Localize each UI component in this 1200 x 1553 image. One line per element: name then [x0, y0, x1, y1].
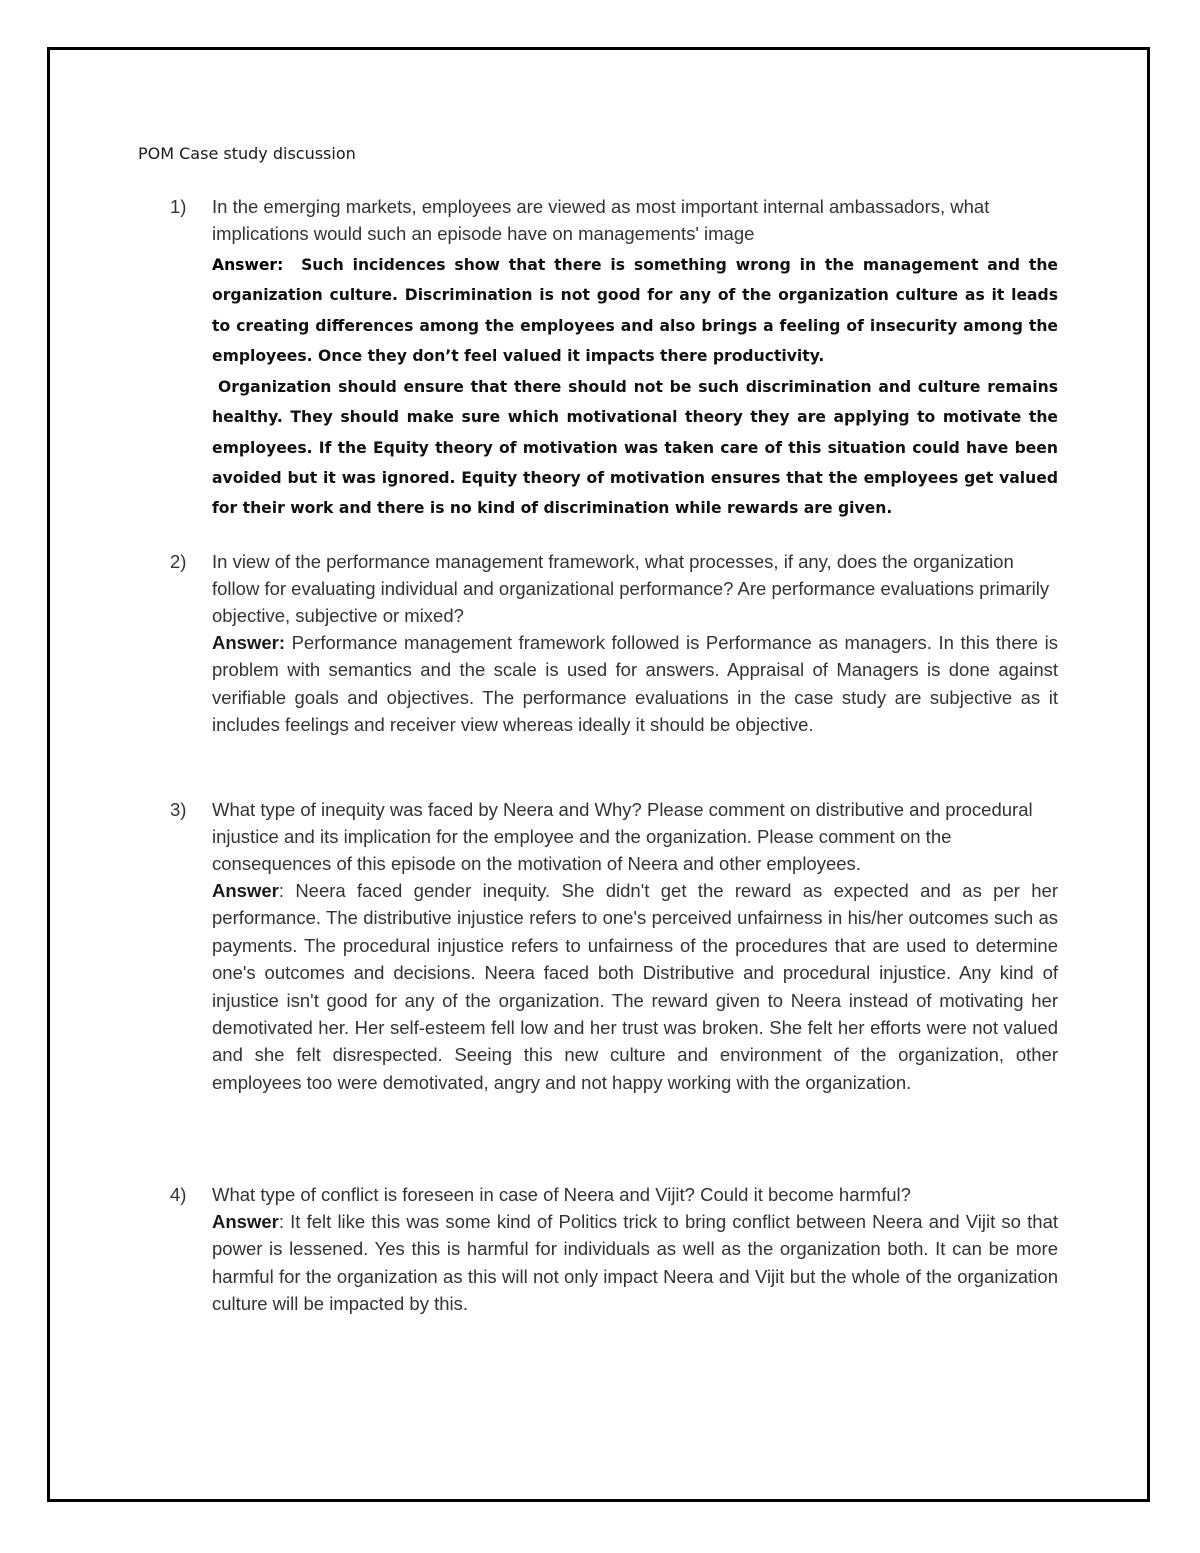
question-text: In view of the performance management framework, what processes, if any, does the organization follow for evaluating individual and organizational performance? Are performance evaluations primarily objective, subjective or mixed? [212, 551, 1050, 626]
question-number: 1) [170, 196, 187, 217]
question-body [212, 193, 1058, 524]
answer-text: Such incidences show that there is something wrong in the management and the organization culture. Discrimination is not good for any of the organization culture as it leads to creating differences among the employees and also brings a feeling of insecurity among the employees. Once they don’t feel valued it impacts there productivity. [212, 256, 1059, 365]
document-title: POM Case study discussion [138, 144, 356, 163]
answer-paragraph [212, 250, 1058, 371]
question-text: What type of inequity was faced by Neera and Why? Please comment on distributive and procedural injustice and its implication for the employee and the organization. Please comment on the consequences of this episode on the motivation of Neera and other employees. [212, 799, 1033, 874]
answer-label: Answer: [212, 256, 284, 274]
answer-label: Answer: [212, 632, 285, 653]
question-text: In the emerging markets, employees are viewed as most important internal ambassadors, what implications would such an episode have on managements' image [212, 196, 990, 244]
question-number: 2) [170, 551, 187, 572]
answer-text: : It felt like this was some kind of Politics trick to bring conflict between Neera and Vijit so that power is lessened. Yes this is harmful for individuals as well as the organization both. It can be more harmful for the organization as this will not only impact Neera and Vijit but the whole of the organization culture will be impacted by this. [212, 1211, 1058, 1315]
question-number: 3) [170, 799, 187, 820]
answer-label: Answer [212, 880, 279, 901]
question-body [212, 548, 1058, 739]
question-text: What type of conflict is foreseen in case of Neera and Vijit? Could it become harmful? [212, 1184, 911, 1205]
answer-text: Performance management framework followed is Performance as managers. In this there is problem with semantics and the scale is used for answers. Appraisal of Managers is done against verifiable goals and objectives. The performance evaluations in the case study are subjective as it includes feelings and receiver view whereas ideally it should be objective. [212, 632, 1058, 736]
answer-label: Answer [212, 1211, 279, 1232]
answer-paragraph: Organization should ensure that there should not be such discrimination and culture remains healthy. They should make sure which motivational theory they are applying to motivate the employees. If the Equity theory of motivation was taken care of this situation could have been avoided but it was ignored. Equity theory of motivation ensures that the employees get valued for their work and there is no kind of discrimination while rewards are given. [212, 378, 1058, 518]
question-body [212, 1181, 1058, 1318]
question-body [212, 796, 1058, 1096]
answer-paragraph [212, 629, 1058, 739]
answer-text: : Neera faced gender inequity. She didn't get the reward as expected and as per her performance. The distributive injustice refers to one's perceived unfairness in his/her outcomes such as payments. The procedural injustice refers to unfairness of the procedures that are used to determine one's outcomes and decisions. Neera faced both Distributive and procedural injustice. Any kind of injustice isn't good for any of the organization. The reward given to Neera instead of motivating her demotivated her. Her self-esteem fell low and her trust was broken. She felt her efforts were not valued and she felt disrespected. Seeing this new culture and environment of the organization, other employees too were demotivated, angry and not happy working with the organization. [212, 880, 1058, 1093]
question-number: 4) [170, 1184, 187, 1205]
answer-paragraph [212, 1208, 1058, 1318]
answer-paragraph [212, 877, 1058, 1096]
